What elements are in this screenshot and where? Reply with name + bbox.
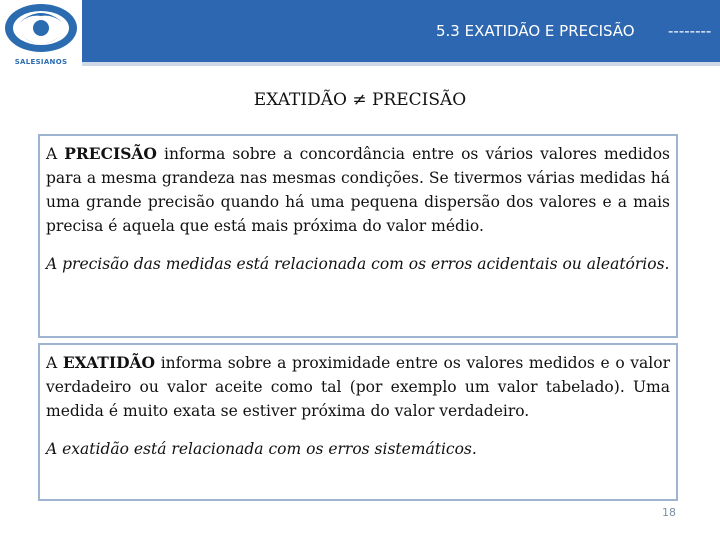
slide-title: 5.3 EXATIDÃO E PRECISÃO <box>436 22 635 40</box>
accuracy-intro: A <box>46 354 63 372</box>
accuracy-paragraph <box>46 351 670 423</box>
precision-box <box>38 134 678 338</box>
slide-subtitle: EXATIDÃO ≠ PRECISÃO <box>253 90 467 110</box>
accuracy-body: informa sobre a proximidade entre os valores medidos e o valor verdadeiro ou valor aceite como tal (por exemplo um valor tabelado). Uma medida é muito exata se estiver próxima do valor verdadeiro. <box>46 354 670 420</box>
precision-note: A precisão das medidas está relacionada com os erros acidentais ou aleatórios. <box>46 255 670 273</box>
header-divider <box>82 62 720 66</box>
precision-intro: A <box>46 145 65 163</box>
precision-paragraph <box>46 142 670 238</box>
precision-term: PRECISÃO <box>64 144 157 163</box>
header-dashes: -------- <box>668 22 712 40</box>
accuracy-box <box>38 343 678 501</box>
accuracy-term: EXATIDÃO <box>62 353 156 372</box>
page-number: 18 <box>662 506 676 519</box>
salesianos-logo-icon <box>0 0 82 60</box>
salesianos-logo <box>0 0 82 74</box>
logo-text: SALESIANOS <box>14 58 68 66</box>
accuracy-note: A exatidão está relacionada com os erros sistemáticos. <box>46 440 477 458</box>
precision-body: informa sobre a concordância entre os vários valores medidos para a mesma grandeza nas mesmas condições. Se tivermos várias medidas há uma grande precisão quando há uma pequena dispersão dos valores e a mais precisa é aquela que está mais próxima do valor médio. <box>46 145 671 235</box>
